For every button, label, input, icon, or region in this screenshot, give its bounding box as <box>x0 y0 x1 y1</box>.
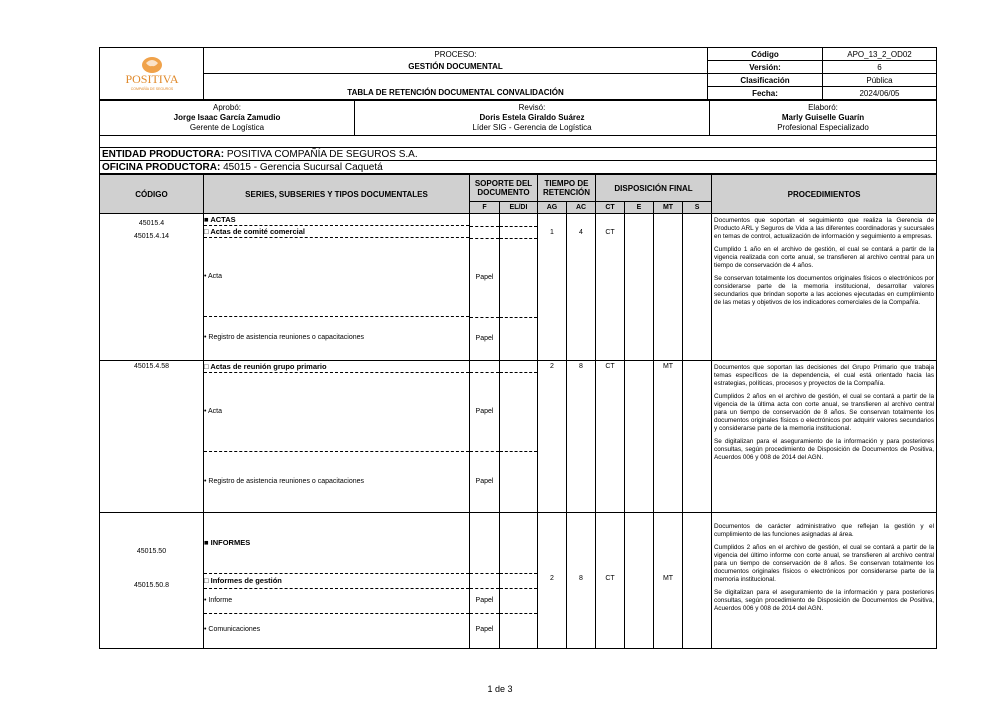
col-ct: CT <box>596 202 625 214</box>
spacer-row <box>100 136 937 148</box>
row2-procedimientos: Documentos que soportan las decisiones del Grupo Primario que trabaja temas específicos de la dependencia, el cual está orientado hacia las estrategias, políticas, procesos y proyectos de la Compañía. Cumplidos 2 años en el archivo de gestión, el cual se contará a partir de la vigencia de la última acta con corte anual, se transfieren al archivo central para un tiempo de conservación de 8 años. Se conservan totalmente los documentos originales físicos o electrónicos por adquirir valores secundarios y considerarse parte de la memoria institucional. Se digitalizan para el aseguramiento de la información y para posteriores consultas, según procedimiento de Disposición de Documentos de Positiva, Acuerdos 006 y 008 de 2014 del AGN. <box>712 361 937 513</box>
svg-text:COMPAÑÍA DE SEGUROS: COMPAÑÍA DE SEGUROS <box>130 86 173 91</box>
table-row <box>100 513 937 649</box>
reviso-block: Revisó: Doris Estela Giraldo Suárez Líder SIG - Gerencia de Logística <box>355 101 710 136</box>
header-table <box>99 47 937 100</box>
row3-codes: 45015.50 45015.50.8 <box>100 513 204 649</box>
row3-procedimientos: Documentos de carácter administrativo que reflejan la gestión y el cumplimiento de las funciones asignadas al área. Cumplidos 2 años en el archivo de gestión, el cual se contará a partir de la vigencia del último informe con corte anual, se transfieren al archivo central para un tiempo de conservación de 8 años. Se conservan totalmente los documentos originales físicos o electrónicos por considerarse parte de la memoria institucional. Se digitalizan para el aseguramiento de la información y para posteriores consultas, según procedimiento de Disposición de Documentos de Positiva, Acuerdos 006 y 008 de 2014 del AGN. <box>712 513 937 649</box>
version-label: Versión: <box>708 61 823 74</box>
row3-s <box>683 513 712 649</box>
col-ag: AG <box>538 202 567 214</box>
col-eldi: EL/DI <box>500 202 538 214</box>
row2-f: Papel Papel <box>470 361 500 513</box>
elaboro-block: Elaboró: Marly Guiselle Guarín Profesional Especializado <box>710 101 937 136</box>
row2-eldi <box>500 361 538 513</box>
row2-code: 45015.4.58 <box>100 361 204 513</box>
row3-ac: 8 <box>567 513 596 649</box>
page-number: 1 de 3 <box>487 684 513 694</box>
row3-mt: MT <box>654 513 683 649</box>
retention-table <box>99 174 937 649</box>
row3-e <box>625 513 654 649</box>
table-row <box>100 361 937 513</box>
col-f: F <box>470 202 500 214</box>
row2-e <box>625 361 654 513</box>
row3-ct: CT <box>596 513 625 649</box>
row1-procedimientos: Documentos que soportan el seguimiento que realiza la Gerencia de Producto ARL y Seguros de Vida a las diferentes coordinadoras y sucursales en temas de control, actualización de información y seguimiento a empresas. Cumplido 1 año en el archivo de gestión, el cual se contará a partir de la vigencia realizada con corte anual, se transfieren al archivo central para un tiempo de conservación de 4 años. Se conservan totalmente los documentos originales físicos o electrónicos por considerarse parte de la memoria institucional, desarrollar valores secundarios que brindan soporte a las acciones ejecutadas en cumplimiento de las metas y objetivos de los indicadores comerciales de la Compañía. <box>712 214 937 361</box>
col-series: SERIES, SUBSERIES Y TIPOS DOCUMENTALES <box>204 175 470 214</box>
fecha-value: 2024/06/05 <box>823 87 937 100</box>
table-row <box>100 214 937 361</box>
codigo-label: Código <box>708 48 823 61</box>
aprobo-block: Aprobó: Jorge Isaac García Zamudio Gerente de Logística <box>100 101 355 136</box>
col-ac: AC <box>567 202 596 214</box>
row1-f: Papel Papel <box>470 214 500 361</box>
col-disposicion: DISPOSICIÓN FINAL <box>596 175 712 202</box>
fecha-label: Fecha: <box>708 87 823 100</box>
version-value: 6 <box>823 61 937 74</box>
positiva-logo-icon <box>117 53 187 93</box>
proceso-label: PROCESO: <box>204 48 708 61</box>
row3-eldi <box>500 513 538 649</box>
row1-ag: 1 <box>538 214 567 361</box>
row2-s <box>683 361 712 513</box>
col-codigo: CÓDIGO <box>100 175 204 214</box>
clasificacion-value: Pública <box>823 74 937 87</box>
col-tiempo: TIEMPO DE RETENCIÓN <box>538 175 596 202</box>
row2-series: □ Actas de reunión grupo primario • Acta • Registro de asistencia reuniones o capacitaciones <box>204 361 470 513</box>
col-mt: MT <box>654 202 683 214</box>
row1-s <box>683 214 712 361</box>
document-title: TABLA DE RETENCIÓN DOCUMENTAL CONVALIDACIÓN <box>204 74 708 100</box>
svg-text:POSITIVA: POSITIVA <box>124 71 179 86</box>
row3-ag: 2 <box>538 513 567 649</box>
row1-ct: CT <box>596 214 625 361</box>
signatures-table <box>99 100 937 174</box>
row1-e <box>625 214 654 361</box>
proceso-value: GESTIÓN DOCUMENTAL <box>204 61 708 74</box>
col-s: S <box>683 202 712 214</box>
clasificacion-label: Clasificación <box>708 74 823 87</box>
row3-f: Papel Papel <box>470 513 500 649</box>
col-procedimientos: PROCEDIMIENTOS <box>712 175 937 214</box>
positiva-logo <box>117 53 187 95</box>
row2-ag: 2 <box>538 361 567 513</box>
row1-eldi <box>500 214 538 361</box>
entidad-productora: ENTIDAD PRODUCTORA: POSITIVA COMPAÑÍA DE SEGUROS S.A. <box>100 148 937 161</box>
document-page <box>99 47 936 649</box>
col-soporte: SOPORTE DEL DOCUMENTO <box>470 175 538 202</box>
row1-mt <box>654 214 683 361</box>
row3-series: ■ INFORMES □ Informes de gestión • Informe • Comunicaciones <box>204 513 470 649</box>
row2-ct: CT <box>596 361 625 513</box>
row1-series: ■ ACTAS □ Actas de comité comercial • Acta • Registro de asistencia reuniones o capacitaciones <box>204 214 470 361</box>
logo-cell <box>100 48 204 100</box>
row2-mt: MT <box>654 361 683 513</box>
col-e: E <box>625 202 654 214</box>
oficina-productora: OFICINA PRODUCTORA: 45015 - Gerencia Sucursal Caquetá <box>100 161 937 174</box>
row1-codes: 45015.4 45015.4.14 <box>100 214 204 361</box>
row1-ac: 4 <box>567 214 596 361</box>
row2-ac: 8 <box>567 361 596 513</box>
codigo-value: APO_13_2_OD02 <box>823 48 937 61</box>
